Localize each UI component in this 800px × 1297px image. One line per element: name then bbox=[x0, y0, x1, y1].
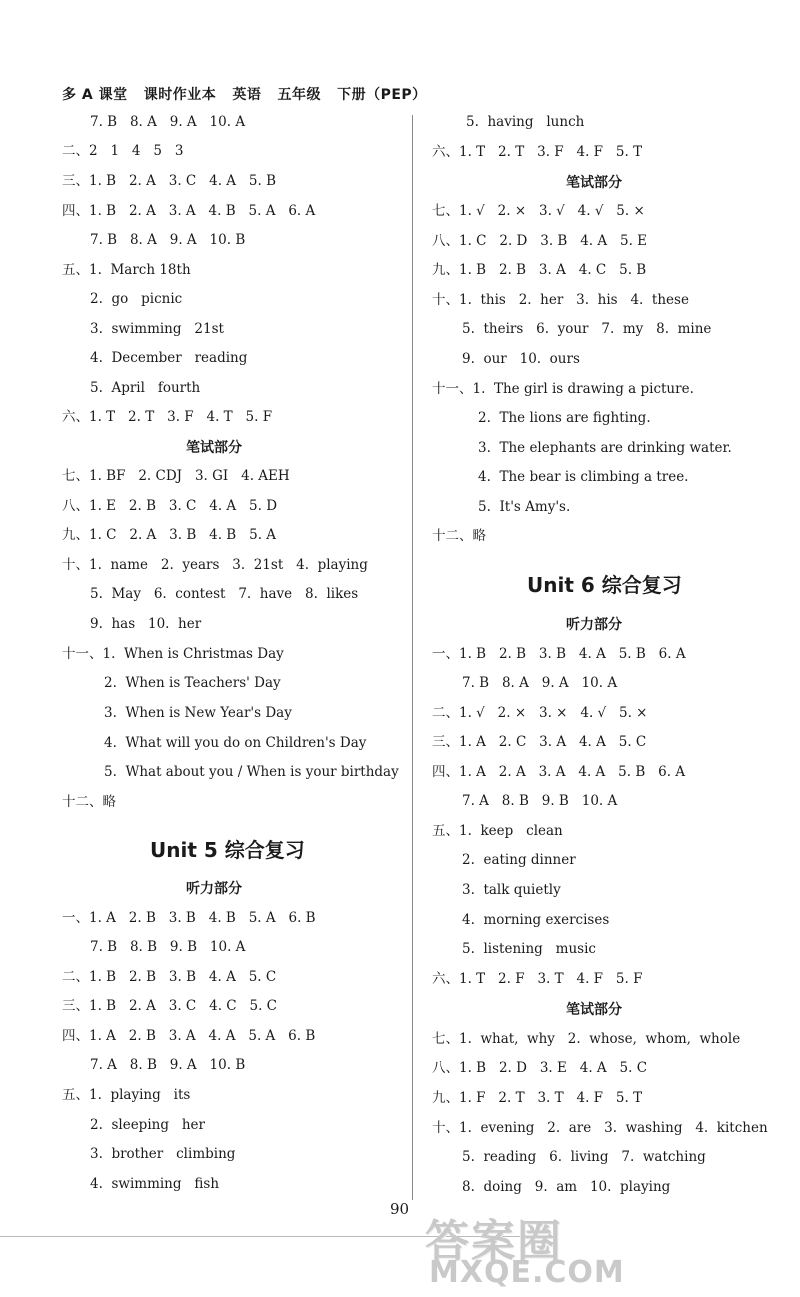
answer-line: 9. has 10. her bbox=[90, 616, 202, 632]
unit-6-title: Unit 6 综合复习 bbox=[527, 573, 682, 597]
answer-line: 7. B 8. A 9. A 10. B bbox=[90, 232, 246, 248]
answer-line: 4. December reading bbox=[90, 350, 248, 366]
answer-line: 三、1. B 2. A 3. C 4. C 5. C bbox=[62, 998, 278, 1014]
answer-line: 5. What about you / When is your birthday bbox=[104, 764, 399, 780]
answer-line: 六、1. T 2. T 3. F 4. F 5. T bbox=[432, 144, 643, 160]
answer-line: 四、1. B 2. A 3. A 4. B 5. A 6. A bbox=[62, 203, 316, 219]
answer-line: 5. April fourth bbox=[90, 380, 201, 396]
answer-line: 九、1. F 2. T 3. T 4. F 5. T bbox=[432, 1090, 643, 1106]
section-heading-listening: 听力部分 bbox=[186, 881, 242, 897]
page-header: 多 A 课堂 课时作业本 英语 五年级 下册（PEP） bbox=[62, 87, 427, 103]
answer-line: 一、1. A 2. B 3. B 4. B 5. A 6. B bbox=[62, 910, 316, 926]
answer-line: 三、1. A 2. C 3. A 4. A 5. C bbox=[432, 734, 647, 750]
answer-line: 3. brother climbing bbox=[90, 1146, 236, 1162]
answer-line: 2. The lions are fighting. bbox=[478, 410, 651, 426]
answer-line: 十、1. this 2. her 3. his 4. these bbox=[432, 292, 689, 308]
answer-line: 九、1. B 2. B 3. A 4. C 5. B bbox=[432, 262, 647, 278]
answer-line: 2. eating dinner bbox=[462, 852, 576, 868]
answer-line: 3. swimming 21st bbox=[90, 321, 224, 337]
section-heading-written: 笔试部分 bbox=[566, 175, 622, 191]
answer-line: 十、1. evening 2. are 3. washing 4. kitchen bbox=[432, 1120, 768, 1136]
answer-line: 六、1. T 2. F 3. T 4. F 5. F bbox=[432, 971, 643, 987]
answer-line: 二、1. √ 2. × 3. × 4. √ 5. × bbox=[432, 705, 648, 721]
answer-line: 一、1. B 2. B 3. B 4. A 5. B 6. A bbox=[432, 646, 686, 662]
answer-line: 十一、1. When is Christmas Day bbox=[62, 646, 284, 662]
answer-line: 2. When is Teachers' Day bbox=[104, 675, 281, 691]
answer-line: 七、1. BF 2. CDJ 3. GI 4. AEH bbox=[62, 468, 290, 484]
watermark-url: MXQE.COM bbox=[429, 1255, 625, 1290]
answer-line: 7. B 8. B 9. B 10. A bbox=[90, 939, 246, 955]
section-heading-written: 笔试部分 bbox=[186, 440, 242, 456]
answer-line: 七、1. √ 2. × 3. √ 4. √ 5. × bbox=[432, 203, 645, 219]
answer-line: 5. having lunch bbox=[466, 114, 585, 130]
answer-line: 3. The elephants are drinking water. bbox=[478, 440, 732, 456]
answer-line: 四、1. A 2. A 3. A 4. A 5. B 6. A bbox=[432, 764, 686, 780]
answer-line: 4. morning exercises bbox=[462, 912, 610, 928]
column-divider bbox=[412, 115, 413, 1200]
answer-line: 十二、略 bbox=[432, 528, 486, 544]
answer-line: 5. theirs 6. your 7. my 8. mine bbox=[462, 321, 712, 337]
answer-line: 二、1. B 2. B 3. B 4. A 5. C bbox=[62, 969, 277, 985]
answer-line: 5. May 6. contest 7. have 8. likes bbox=[90, 586, 359, 602]
answer-line: 二、2 1 4 5 3 bbox=[62, 143, 184, 159]
answer-line: 八、1. E 2. B 3. C 4. A 5. D bbox=[62, 498, 278, 514]
answer-line: 7. A 8. B 9. A 10. B bbox=[90, 1057, 246, 1073]
answer-line: 十一、1. The girl is drawing a picture. bbox=[432, 381, 694, 397]
answer-line: 4. swimming fish bbox=[90, 1176, 220, 1192]
answer-line: 4. The bear is climbing a tree. bbox=[478, 469, 689, 485]
answer-line: 8. doing 9. am 10. playing bbox=[462, 1179, 671, 1195]
answer-line: 3. talk quietly bbox=[462, 882, 561, 898]
section-heading-written: 笔试部分 bbox=[566, 1002, 622, 1018]
answer-line: 九、1. C 2. A 3. B 4. B 5. A bbox=[62, 527, 277, 543]
unit-5-title: Unit 5 综合复习 bbox=[150, 838, 305, 862]
answer-line: 7. B 8. A 9. A 10. A bbox=[462, 675, 618, 691]
answer-line: 7. A 8. B 9. B 10. A bbox=[462, 793, 618, 809]
answer-line: 5. It's Amy's. bbox=[478, 499, 571, 515]
answer-line: 三、1. B 2. A 3. C 4. A 5. B bbox=[62, 173, 277, 189]
answer-line: 十、1. name 2. years 3. 21st 4. playing bbox=[62, 557, 368, 573]
answer-line: 2. go picnic bbox=[90, 291, 183, 307]
answer-line: 八、1. C 2. D 3. B 4. A 5. E bbox=[432, 233, 648, 249]
watermark-logo: 答案圈 bbox=[425, 1216, 563, 1267]
answer-line: 2. sleeping her bbox=[90, 1117, 205, 1133]
answer-line: 4. What will you do on Children's Day bbox=[104, 735, 367, 751]
answer-line: 7. B 8. A 9. A 10. A bbox=[90, 114, 246, 130]
watermark bbox=[425, 1205, 785, 1293]
answer-line: 五、1. playing its bbox=[62, 1087, 191, 1103]
answer-line: 四、1. A 2. B 3. A 4. A 5. A 6. B bbox=[62, 1028, 316, 1044]
answer-line: 五、1. keep clean bbox=[432, 823, 563, 839]
answer-line: 五、1. March 18th bbox=[62, 262, 191, 278]
section-heading-listening: 听力部分 bbox=[566, 617, 622, 633]
answer-line: 5. listening music bbox=[462, 941, 596, 957]
page-number: 90 bbox=[390, 1200, 410, 1218]
answer-line: 六、1. T 2. T 3. F 4. T 5. F bbox=[62, 409, 273, 425]
answer-line: 9. our 10. ours bbox=[462, 351, 580, 367]
answer-line: 5. reading 6. living 7. watching bbox=[462, 1149, 706, 1165]
answer-line: 3. When is New Year's Day bbox=[104, 705, 292, 721]
answer-line: 七、1. what, why 2. whose, whom, whole bbox=[432, 1031, 741, 1047]
answer-line: 八、1. B 2. D 3. E 4. A 5. C bbox=[432, 1060, 648, 1076]
answer-line: 十二、略 bbox=[62, 794, 116, 810]
